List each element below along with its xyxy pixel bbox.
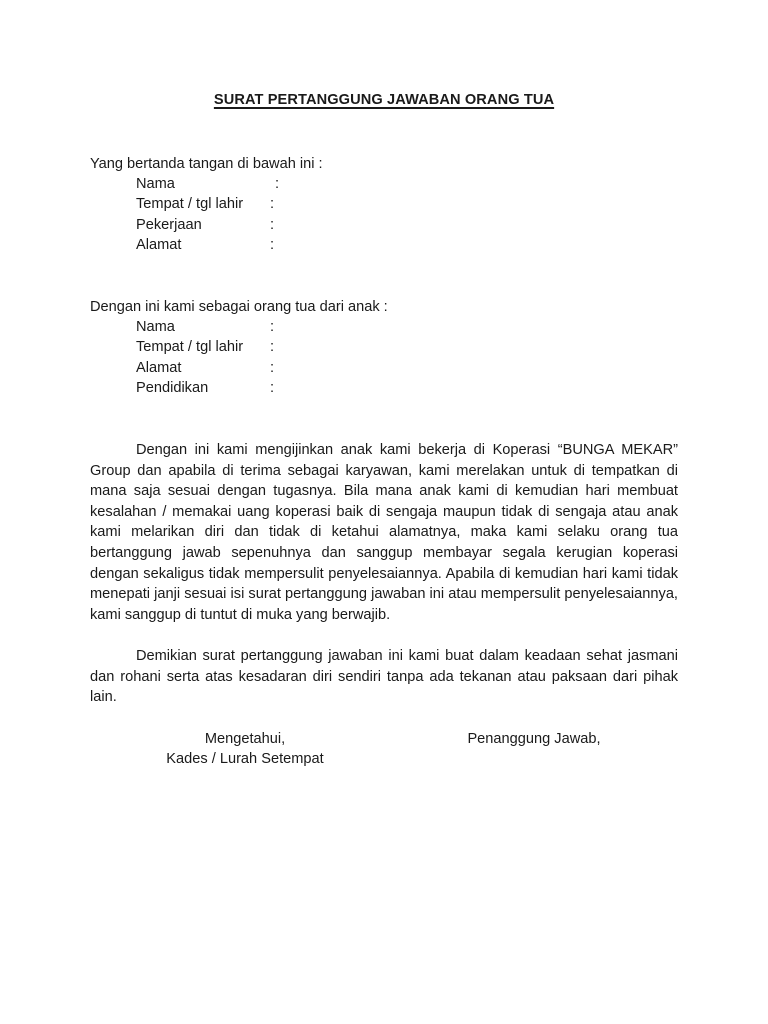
section2-intro: Dengan ini kami sebagai orang tua dari anak : bbox=[90, 299, 388, 315]
field-colon: : bbox=[270, 196, 275, 213]
signature-left-line1: Mengetahui, bbox=[204, 731, 286, 747]
section2-fields bbox=[136, 317, 436, 398]
signature-right bbox=[434, 729, 634, 749]
section1-intro: Yang bertanda tangan di bawah ini : bbox=[90, 156, 323, 172]
field-label: Alamat bbox=[136, 236, 182, 253]
field-label: Pekerjaan bbox=[136, 216, 202, 233]
field-colon: : bbox=[270, 339, 275, 356]
field-colon: : bbox=[270, 379, 275, 396]
field-colon: : bbox=[270, 236, 275, 253]
signature-right-line1: Penanggung Jawab, bbox=[467, 731, 601, 747]
field-row-tempat-tgl-lahir bbox=[136, 194, 436, 214]
signature-left bbox=[130, 729, 360, 769]
field-label: Alamat bbox=[136, 359, 182, 376]
field-colon: : bbox=[270, 319, 275, 335]
section1-fields bbox=[136, 174, 436, 255]
field-label: Tempat / tgl lahir bbox=[136, 339, 244, 356]
field-label: Nama bbox=[136, 176, 175, 192]
field-row-nama bbox=[136, 174, 436, 194]
document-title-text: SURAT PERTANGGUNG JAWABAN ORANG TUA bbox=[213, 92, 555, 108]
field-row-alamat bbox=[136, 235, 436, 255]
field-row-nama bbox=[136, 317, 436, 337]
signature-left-line2: Kades / Lurah Setempat bbox=[166, 751, 324, 767]
body-paragraph-2: Demikian surat pertanggung jawaban ini kami buat dalam keadaan sehat jasmani dan rohani serta atas kesadaran diri sendiri tanpa ada tekanan atau paksaan dari pihak lain. bbox=[90, 648, 678, 706]
field-row-pendidikan bbox=[136, 378, 436, 398]
field-label: Nama bbox=[136, 319, 175, 335]
field-colon: : bbox=[270, 359, 275, 376]
field-row-alamat bbox=[136, 358, 436, 378]
field-row-tempat-tgl-lahir bbox=[136, 337, 436, 357]
field-colon: : bbox=[275, 176, 280, 192]
body-paragraph-1: Dengan ini kami mengijinkan anak kami bekerja di Koperasi “BUNGA MEKAR” Group dan apabila di terima sebagai karyawan, kami merelakan untuk di tempatkan di mana saja sesuai dengan tugasnya. Bila mana anak kami di kemudian hari membuat kesalahan / memakai uang koperasi baik di sengaja maupun tidak di sengaja atau anak kami melarikan diri dan tidak di ketahui alamatnya, maka kami selaku orang tua bertanggung jawab sepenuhnya dan sanggup membayar segala kerugian koperasi dengan sekaligus tidak mempersulit penyelesaiannya. Apabila di kemudian hari kami tidak menepati janji sesuai isi surat pertanggung jawaban ini atau mempersulit penyelesaiannya, kami sanggup di tuntut di muka yang berwajib. bbox=[90, 442, 678, 623]
field-label: Pendidikan bbox=[136, 379, 209, 396]
field-colon: : bbox=[270, 216, 275, 233]
field-row-pekerjaan bbox=[136, 215, 436, 235]
field-label: Tempat / tgl lahir bbox=[136, 196, 244, 213]
document-title bbox=[0, 92, 768, 108]
